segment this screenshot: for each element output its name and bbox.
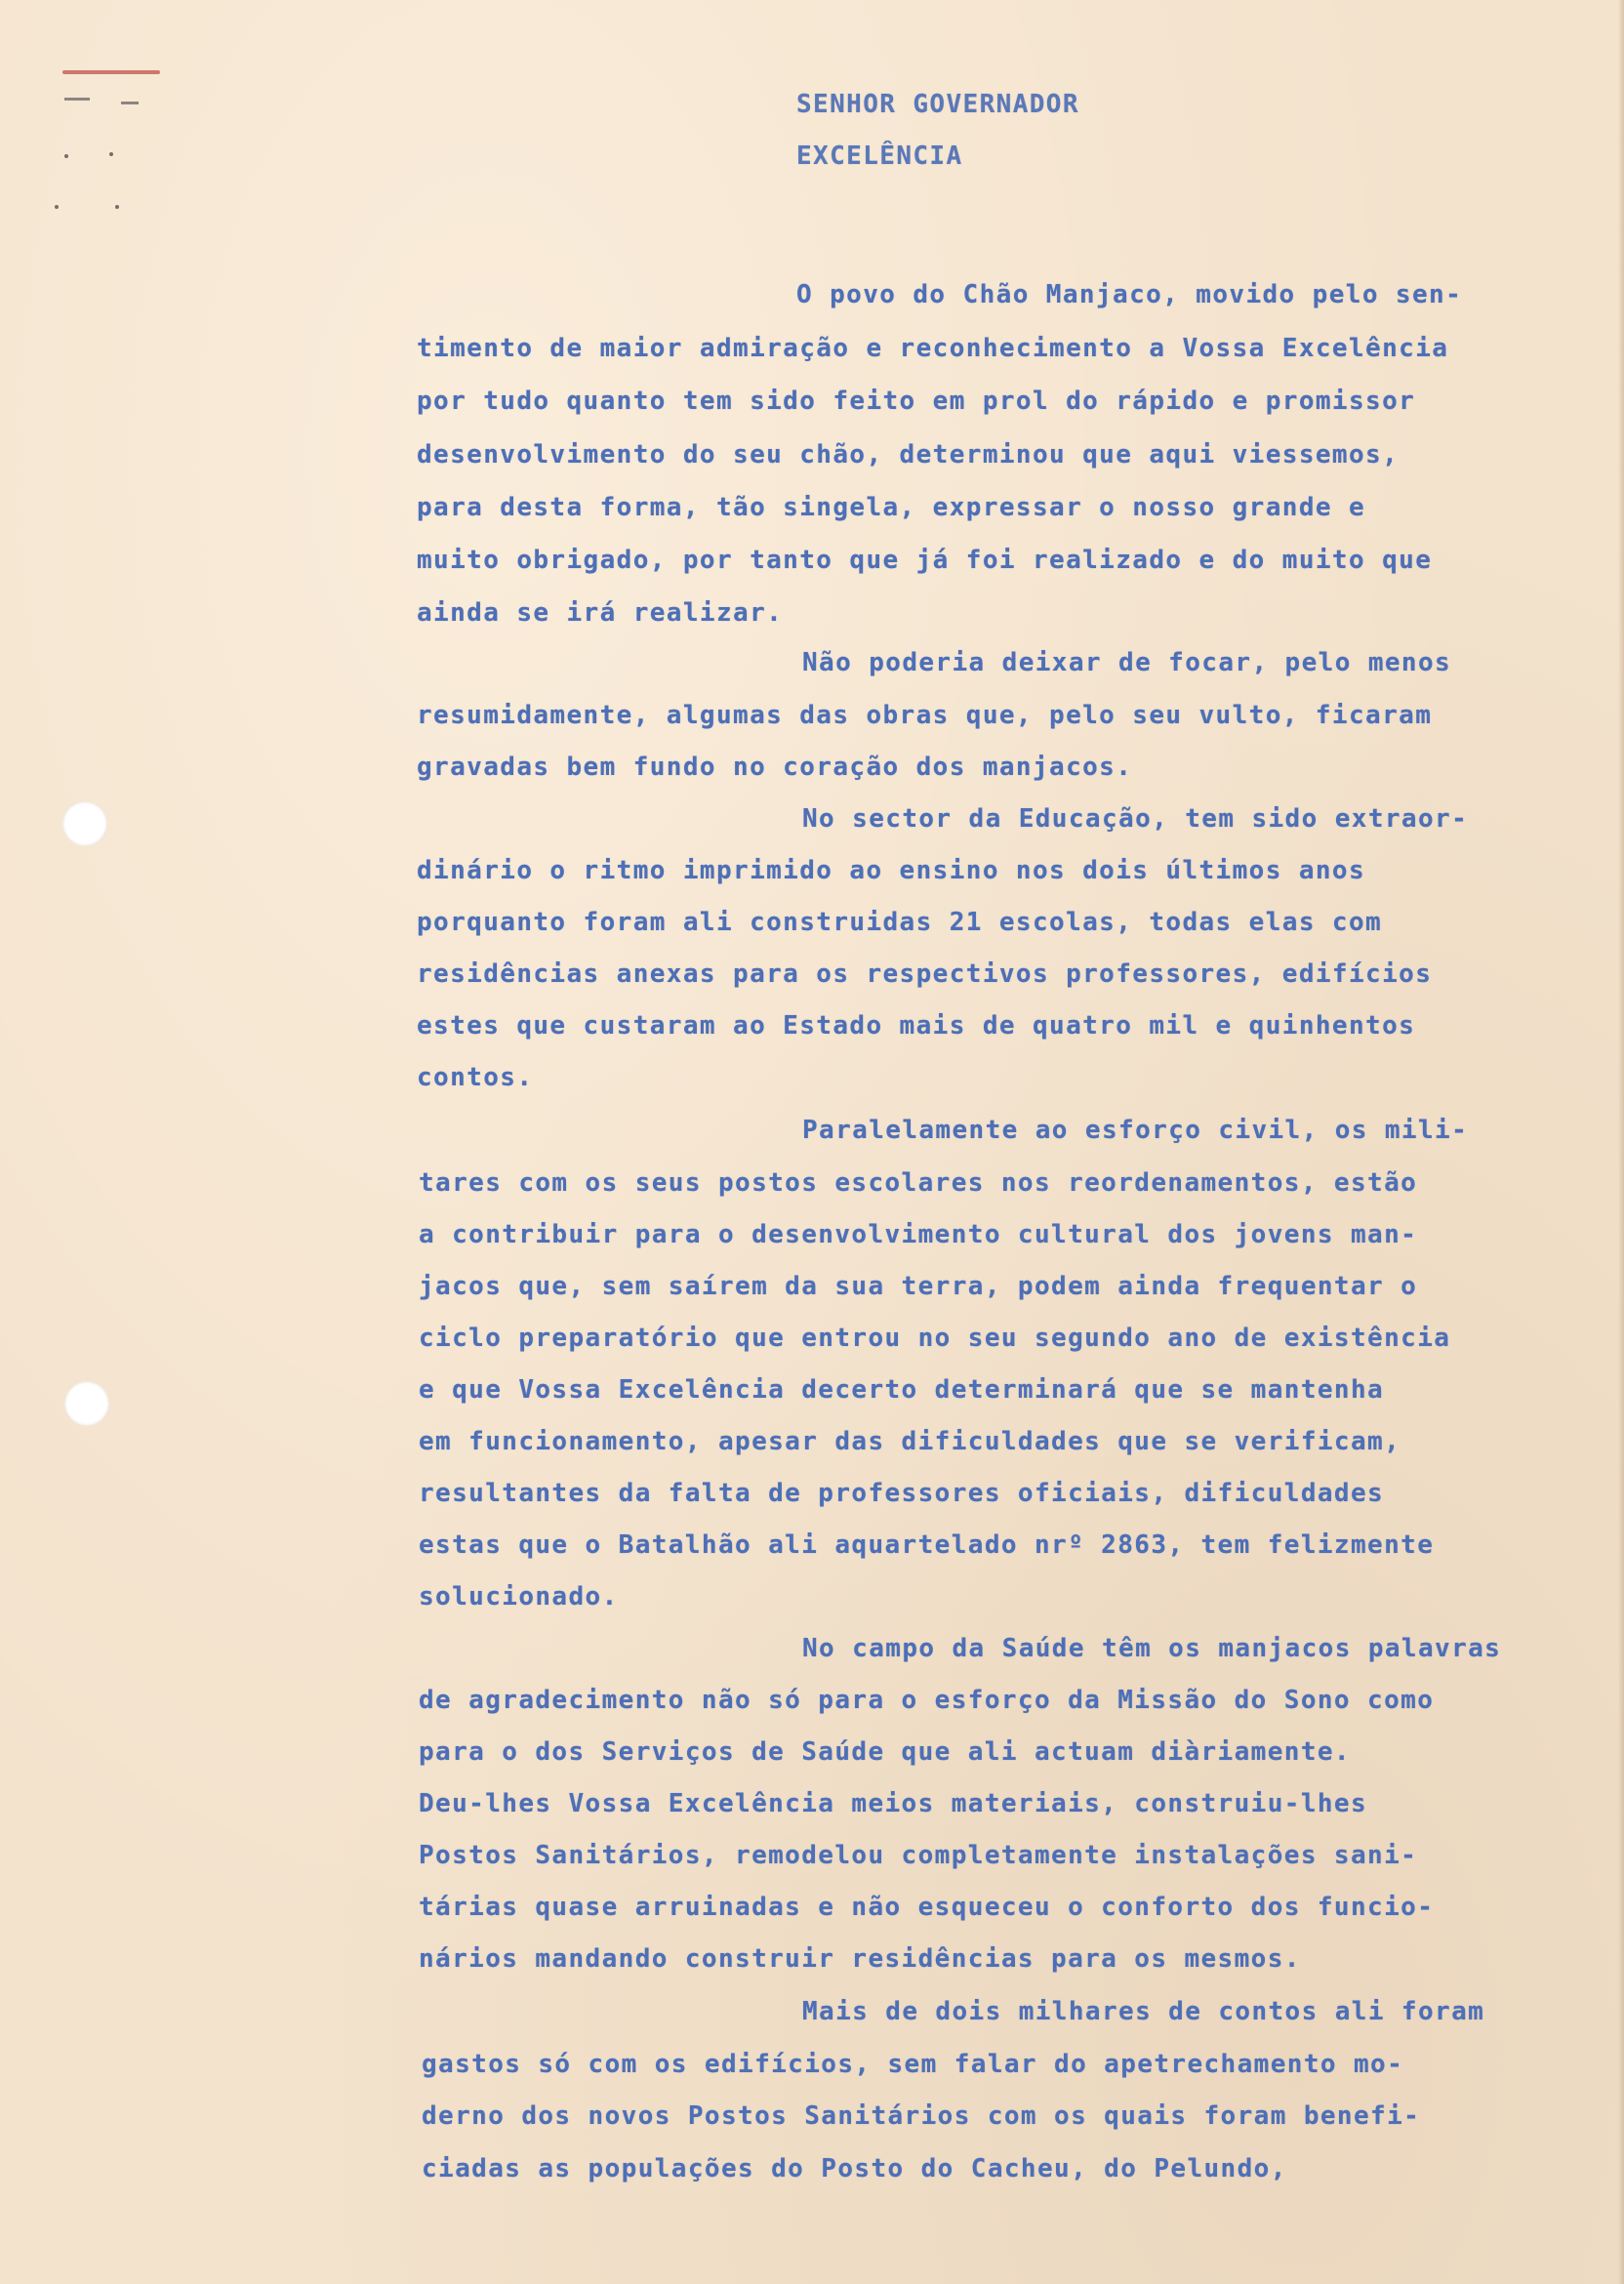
- ink-dot: [55, 205, 59, 209]
- text-line: jacos que, sem saírem da sua terra, podem ainda frequentar o: [419, 1272, 1418, 1301]
- salutation-line-2: EXCELÊNCIA: [796, 142, 963, 171]
- text-line: Postos Sanitários, remodelou completamente instalações sani-: [419, 1841, 1418, 1870]
- text-line: gravadas bem fundo no coração dos manjacos.: [417, 753, 1133, 782]
- ink-dash: [64, 98, 90, 101]
- red-ink-stroke: [62, 70, 160, 74]
- text-line: No sector da Educação, tem sido extraor-: [802, 804, 1469, 834]
- text-line: solucionado.: [419, 1582, 619, 1611]
- text-line: para o dos Serviços de Saúde que ali actuam diàriamente.: [419, 1737, 1351, 1767]
- text-line: O povo do Chão Manjaco, movido pelo sen-: [796, 280, 1463, 309]
- text-line: muito obrigado, por tanto que já foi realizado e do muito que: [417, 546, 1433, 575]
- text-line: tares com os seus postos escolares nos reordenamentos, estão: [419, 1168, 1418, 1198]
- text-line: a contribuir para o desenvolvimento cultural dos jovens man-: [419, 1220, 1418, 1249]
- text-line: timento de maior admiração e reconhecimento a Vossa Excelência: [417, 334, 1449, 363]
- text-line: desenvolvimento do seu chão, determinou que aqui viessemos,: [417, 440, 1400, 469]
- text-line: Paralelamente ao esforço civil, os mili-: [802, 1116, 1469, 1145]
- text-line: Mais de dois milhares de contos ali foram: [802, 1997, 1485, 2026]
- salutation-line-1: SENHOR GOVERNADOR: [796, 90, 1079, 119]
- ink-dot: [109, 152, 113, 156]
- text-line: por tudo quanto tem sido feito em prol do rápido e promissor: [417, 387, 1416, 416]
- text-line: derno dos novos Postos Sanitários com os quais foram benefi-: [422, 2101, 1421, 2131]
- text-line: e que Vossa Excelência decerto determinará que se mantenha: [419, 1375, 1385, 1405]
- text-line: Deu-lhes Vossa Excelência meios materiais, construiu-lhes: [419, 1789, 1368, 1818]
- text-line: contos.: [417, 1063, 534, 1092]
- text-line: ainda se irá realizar.: [417, 598, 784, 628]
- text-line: tárias quase arruinadas e não esqueceu o conforto dos funcio-: [419, 1893, 1435, 1922]
- text-line: para desta forma, tão singela, expressar o nosso grande e: [417, 493, 1366, 522]
- text-line: resultantes da falta de professores oficiais, dificuldades: [419, 1479, 1385, 1508]
- ink-dot: [115, 205, 119, 209]
- text-line: estes que custaram ao Estado mais de quatro mil e quinhentos: [417, 1011, 1416, 1040]
- text-line: estas que o Batalhão ali aquartelado nrº 2863, tem felizmente: [419, 1530, 1435, 1560]
- text-line: de agradecimento não só para o esforço da Missão do Sono como: [419, 1686, 1435, 1715]
- text-line: ciadas as populações do Posto do Cacheu, do Pelundo,: [422, 2154, 1287, 2183]
- text-line: Não poderia deixar de focar, pelo menos: [802, 648, 1452, 677]
- ink-dash: [121, 102, 139, 104]
- text-line: resumidamente, algumas das obras que, pelo seu vulto, ficaram: [417, 701, 1433, 730]
- text-line: gastos só com os edifícios, sem falar do apetrechamento mo-: [422, 2050, 1404, 2079]
- margin-ink-marks: [59, 66, 166, 223]
- text-line: porquanto foram ali construidas 21 escolas, todas elas com: [417, 908, 1383, 937]
- text-line: em funcionamento, apesar das dificuldades que se verificam,: [419, 1427, 1401, 1456]
- ink-dot: [64, 154, 68, 158]
- page-edge-shadow: [1618, 0, 1624, 2284]
- text-line: nários mandando construir residências para os mesmos.: [419, 1944, 1301, 1974]
- text-line: ciclo preparatório que entrou no seu segundo ano de existência: [419, 1324, 1451, 1353]
- punch-hole: [64, 1381, 109, 1426]
- text-line: residências anexas para os respectivos professores, edifícios: [417, 959, 1433, 989]
- punch-hole: [62, 801, 107, 846]
- text-line: dinário o ritmo imprimido ao ensino nos dois últimos anos: [417, 856, 1366, 885]
- text-line: No campo da Saúde têm os manjacos palavras: [802, 1634, 1502, 1663]
